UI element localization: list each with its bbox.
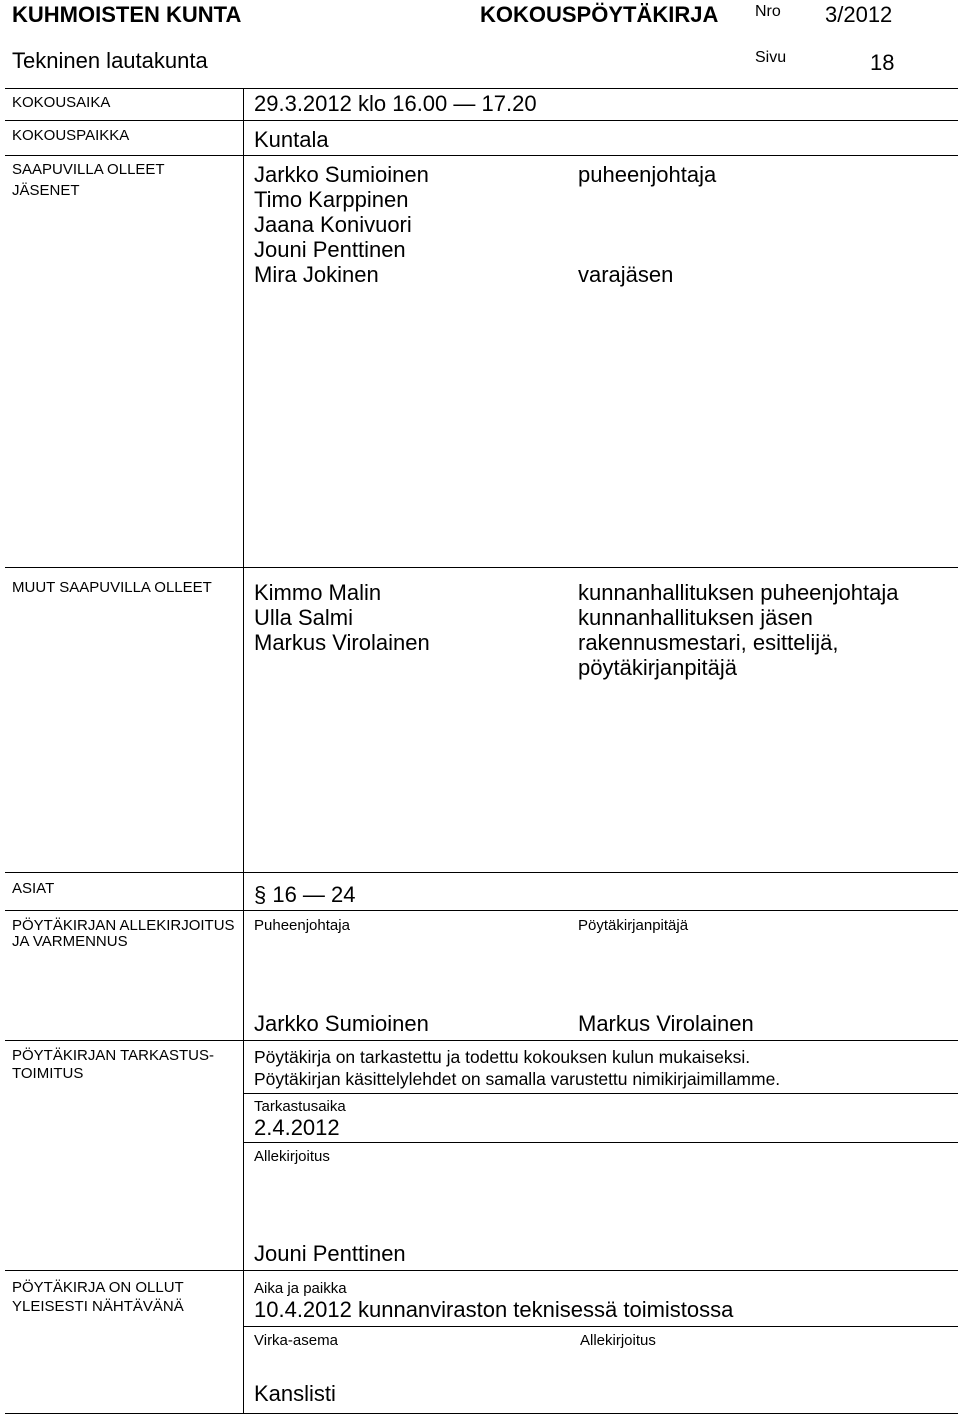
- other-roles: [578, 580, 898, 680]
- other-name: Kimmo Malin: [254, 580, 382, 605]
- member-role: [578, 212, 716, 237]
- review-date-label: Tarkastusaika: [254, 1098, 346, 1115]
- public-display-label: PÖYTÄKIRJA ON OLLUT: [12, 1279, 184, 1296]
- members-label: JÄSENET: [12, 182, 80, 199]
- nro-label: Nro: [755, 3, 781, 20]
- table-rule: [243, 1093, 958, 1094]
- secretary-label: Pöytäkirjanpitäjä: [578, 917, 689, 934]
- page-number: 18: [870, 50, 895, 75]
- other-role: kunnanhallituksen jäsen: [578, 605, 813, 630]
- review-label: TOIMITUS: [12, 1065, 84, 1082]
- other-name: Markus Virolainen: [254, 630, 430, 655]
- public-display-label: YLEISESTI NÄHTÄVÄNÄ: [12, 1298, 184, 1315]
- table-rule: [5, 910, 958, 911]
- time-place-value: 10.4.2012 kunnanviraston teknisessä toimistossa: [254, 1297, 734, 1322]
- matters-label: ASIAT: [12, 880, 55, 897]
- review-statement-line: Pöytäkirjan käsittelylehdet on samalla varustettu nimikirjaimillamme.: [254, 1069, 781, 1089]
- table-rule: [243, 1326, 958, 1327]
- review-signer: Jouni Penttinen: [254, 1241, 406, 1266]
- position-label: Virka-asema: [254, 1332, 338, 1349]
- signatures-label: PÖYTÄKIRJAN ALLEKIRJOITUS: [12, 917, 235, 934]
- review-label: PÖYTÄKIRJAN TARKASTUS-: [12, 1047, 214, 1064]
- member-roles: [578, 162, 716, 287]
- table-rule: [5, 88, 958, 89]
- committee-name: Tekninen lautakunta: [12, 48, 208, 73]
- member-names: [254, 162, 429, 287]
- secretary-name: Markus Virolainen: [578, 1011, 754, 1036]
- table-rule: [5, 1270, 958, 1271]
- review-signature-label: Allekirjoitus: [254, 1148, 330, 1165]
- member-name: Timo Karppinen: [254, 187, 409, 212]
- signatures-label: JA VARMENNUS: [12, 933, 128, 950]
- member-role: [578, 237, 716, 262]
- table-rule: [5, 120, 958, 121]
- member-name: Jouni Penttinen: [254, 237, 406, 262]
- time-place-label: Aika ja paikka: [254, 1280, 347, 1297]
- member-role: [578, 187, 716, 212]
- other-role: kunnanhallituksen puheenjohtaja: [578, 580, 899, 605]
- page-label: Sivu: [755, 49, 787, 66]
- chair-label: Puheenjohtaja: [254, 917, 350, 934]
- public-signature-label: Allekirjoitus: [580, 1332, 656, 1349]
- other-role: pöytäkirjanpitäjä: [578, 655, 737, 680]
- position-value: Kanslisti: [254, 1381, 336, 1406]
- member-role: varajäsen: [578, 262, 674, 287]
- member-role: puheenjohtaja: [578, 162, 717, 187]
- nro-value: 3/2012: [825, 2, 893, 27]
- table-rule: [5, 1040, 958, 1041]
- others-label: MUUT SAAPUVILLA OLLEET: [12, 579, 212, 596]
- meeting-time-label: KOKOUSAIKA: [12, 94, 111, 111]
- other-name: Ulla Salmi: [254, 605, 354, 630]
- document-type: KOKOUSPÖYTÄKIRJA: [480, 2, 719, 27]
- review-statement-line: Pöytäkirja on tarkastettu ja todettu kokouksen kulun mukaiseksi.: [254, 1047, 751, 1067]
- org-name: KUHMOISTEN KUNTA: [12, 2, 242, 27]
- chair-name: Jarkko Sumioinen: [254, 1011, 429, 1036]
- table-rule: [243, 1142, 958, 1143]
- review-date-value: 2.4.2012: [254, 1115, 340, 1140]
- members-label: SAAPUVILLA OLLEET: [12, 161, 165, 178]
- column-divider: [243, 88, 244, 1414]
- table-rule: [5, 567, 958, 568]
- table-rule: [5, 155, 958, 156]
- member-name: Jarkko Sumioinen: [254, 162, 429, 187]
- meeting-place-label: KOKOUSPAIKKA: [12, 127, 130, 144]
- member-name: Mira Jokinen: [254, 262, 379, 287]
- member-name: Jaana Konivuori: [254, 212, 412, 237]
- matters-value: § 16 — 24: [254, 882, 356, 907]
- review-statement: [254, 1046, 780, 1090]
- other-role: rakennusmestari, esittelijä,: [578, 630, 839, 655]
- other-names: [254, 580, 430, 655]
- meeting-time-value: 29.3.2012 klo 16.00 — 17.20: [254, 91, 537, 116]
- table-rule: [5, 1413, 958, 1414]
- table-rule: [5, 872, 958, 873]
- meeting-place-value: Kuntala: [254, 127, 329, 152]
